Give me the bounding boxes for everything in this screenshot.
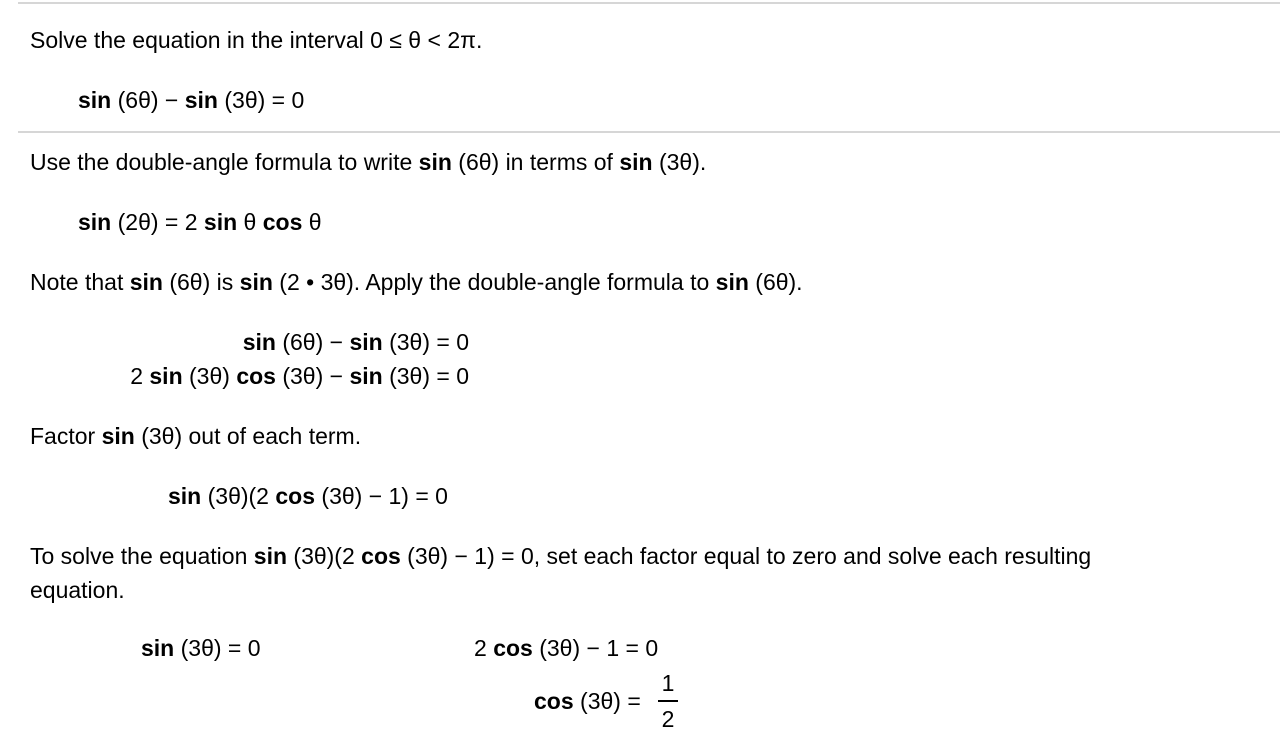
one-half-fraction (657, 669, 679, 733)
problem-equation: sin (6θ) − sin (3θ) = 0 (78, 87, 305, 113)
step2-equation-row2: 2 sin (3θ) cos (3θ) − sin (3θ) = 0 (130, 363, 469, 389)
step1-instruction: Use the double-angle formula to write sin (6θ) in terms of sin (3θ). (30, 149, 707, 175)
step4-instruction-continued: equation. (30, 577, 125, 603)
sine-factor-equation: sin (3θ) = 0 (141, 635, 261, 661)
factored-equation: sin (3θ)(2 cos (3θ) − 1) = 0 (168, 483, 448, 509)
fraction-numerator: 1 (661, 670, 675, 696)
step3-instruction: Factor sin (3θ) out of each term. (30, 423, 362, 449)
problem-prompt: Solve the equation in the interval 0 ≤ θ < 2π. (30, 27, 483, 53)
top-divider (18, 2, 1280, 4)
section-divider (18, 131, 1280, 133)
cosine-solution-equation: cos (3θ) = (534, 688, 641, 714)
step2-instruction: Note that sin (6θ) is sin (2 • 3θ). Apply the double-angle formula to sin (6θ). (30, 269, 803, 295)
fraction-denominator: 2 (661, 706, 675, 732)
cosine-factor-equation: 2 cos (3θ) − 1 = 0 (474, 635, 659, 661)
double-angle-formula: sin (2θ) = 2 sin θ cos θ (78, 209, 322, 235)
step4-instruction: To solve the equation sin (3θ)(2 cos (3θ) − 1) = 0, set each factor equal to zero and solve each resulting (30, 543, 1092, 569)
step2-equation-row1: sin (6θ) − sin (3θ) = 0 (242, 329, 469, 355)
fraction-bar (658, 700, 678, 702)
